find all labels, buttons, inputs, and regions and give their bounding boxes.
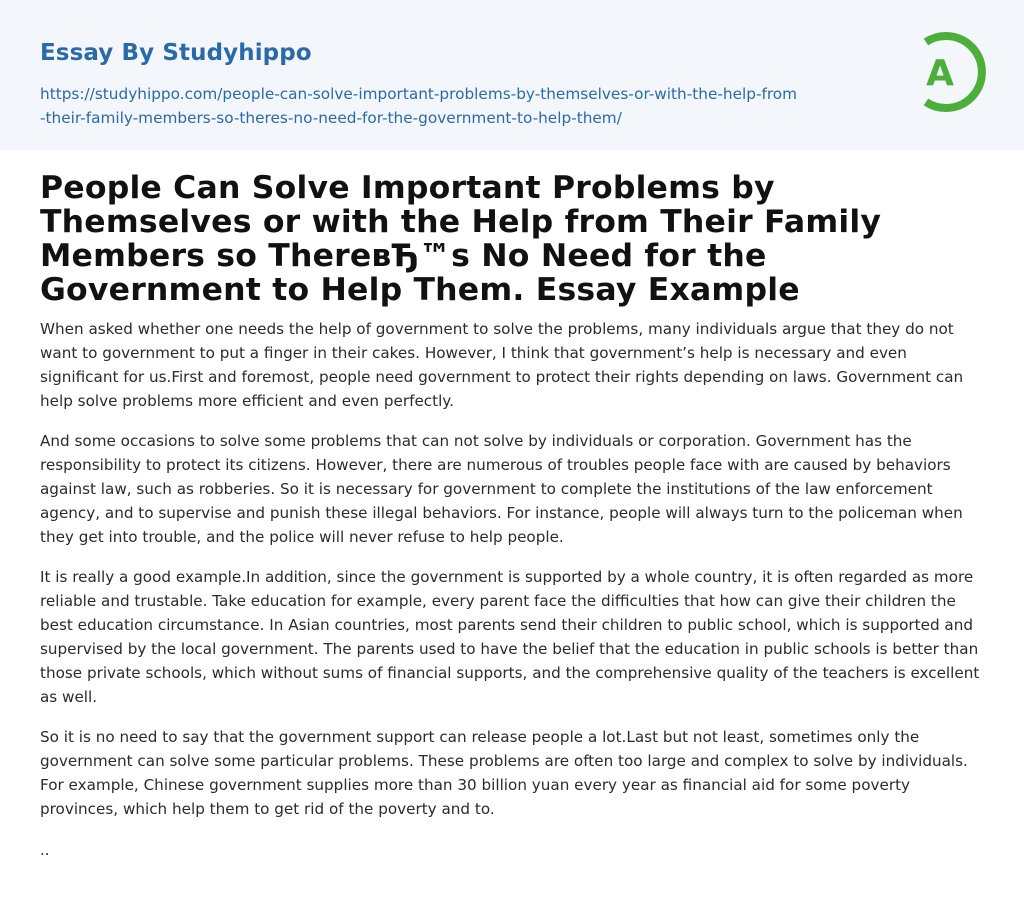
source-url-link[interactable]: https://studyhippo.com/people-can-solve-important-problems-by-themselves-or-with-the-help-from-their-family-members-so-theres-no-need-for-the-government-to-help-them/ — [40, 85, 798, 127]
essay-body — [40, 317, 984, 837]
truncation-marker: .. — [40, 841, 50, 859]
site-brand[interactable]: Essay By Studyhippo — [40, 40, 312, 66]
logo-letter: A — [926, 53, 954, 94]
site-header — [0, 0, 1024, 150]
essay-title: People Can Solve Important Problems by Themselves or with the Help from Their Family Members so ThereвЂ™s No Need for the Government to Help Them. Essay Example — [40, 170, 882, 308]
essay-paragraph: When asked whether one needs the help of government to solve the problems, many individuals argue that they do not want to government to put a finger in their cakes. However, I think that government’s help is necessary and even significant for us.First and foremost, people need government to protect their rights depending on laws. Government can help solve problems more efficient and even perfectly. — [40, 320, 964, 410]
essay-paragraph: And some occasions to solve some problems that can not solve by individuals or corporation. Government has the responsibility to protect its citizens. However, there are numerous of troubles people face with are caused by behaviors against law, such as robberies. So it is necessary for government to complete the institutions of the law enforcement agency, and to supervise and punish these illegal behaviors. For instance, people will always turn to the policeman when they get into trouble, and the police will never refuse to help people. — [40, 432, 963, 546]
essay-paragraph: It is really a good example.In addition, since the government is supported by a whole country, it is often regarded as more reliable and trustable. Take education for example, every parent face the difficulties that how can give their children the best education circumstance. In Asian countries, most parents send their children to public school, which is supported and supervised by the local government. The parents used to have the belief that the education in public schools is better than those private schools, which without sums of financial supports, and the comprehensive quality of the teachers is excellent as well. — [40, 568, 980, 706]
essay-paragraph: So it is no need to say that the government support can release people a lot.Last but not least, sometimes only the government can solve some particular problems. These problems are often too large and complex to solve by individuals. For example, Chinese government supplies more than 30 billion yuan every year as financial aid for some poverty provinces, which help them to get rid of the poverty and to. — [40, 728, 968, 818]
studyhippo-logo-icon[interactable] — [906, 28, 990, 116]
